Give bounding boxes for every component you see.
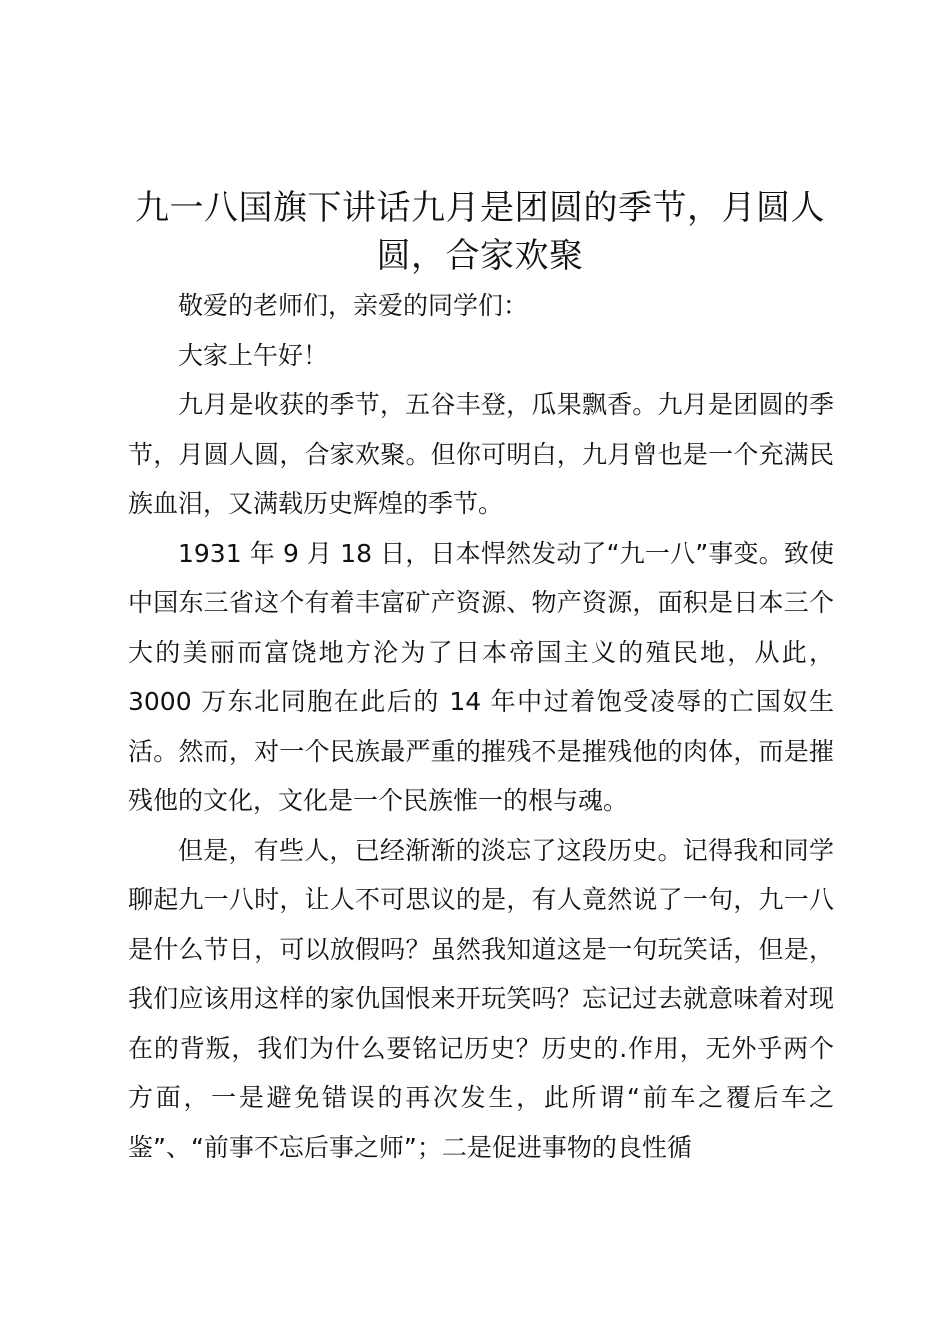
paragraph-history: 但是，有些人，已经渐渐的淡忘了这段历史。记得我和同学聊起九一八时，让人不可思议的是，有人竟然说了一句，九一八是什么节日，可以放假吗？虽然我知道这是一句玩笑话，但是，我们应该用这样的家仇国恨来开玩笑吗？忘记过去就意味着对现在的背叛，我们为什么要铭记历史？历史的.作用，无外乎两个方面，一是避免错误的再次发生，此所谓“前车之覆后车之鉴”、“前事不忘后事之师”；二是促进事物的良性循	[128, 835, 834, 1162]
document-title: 九一八国旗下讲话九月是团圆的季节，月圆人圆，合家欢聚	[135, 188, 825, 276]
paragraph-incident: 1931 年 9 月 18 日，日本悍然发动了“九一八”事变。致使中国东三省这个有着丰富矿产资源、物产资源，面积是日本三个大的美丽而富饶地方沦为了日本帝国主义的殖民地，从此，3000 万东北同胞在此后的 14 年中过着饱受凌辱的亡国奴生活。然而，对一个民族最严重的摧残不是摧残他的肉体，而是摧残他的文化，文化是一个民族惟一的根与魂。	[128, 538, 834, 815]
paragraph-greeting: 大家上午好！	[178, 340, 329, 370]
document-body	[128, 281, 834, 1172]
paragraph-salutation: 敬爱的老师们，亲爱的同学们：	[178, 291, 529, 320]
paragraph-september: 九月是收获的季节，五谷丰登，瓜果飘香。九月是团圆的季节，月圆人圆，合家欢聚。但你可明白，九月曾也是一个充满民族血泪，又满载历史辉煌的季节。	[128, 390, 834, 518]
